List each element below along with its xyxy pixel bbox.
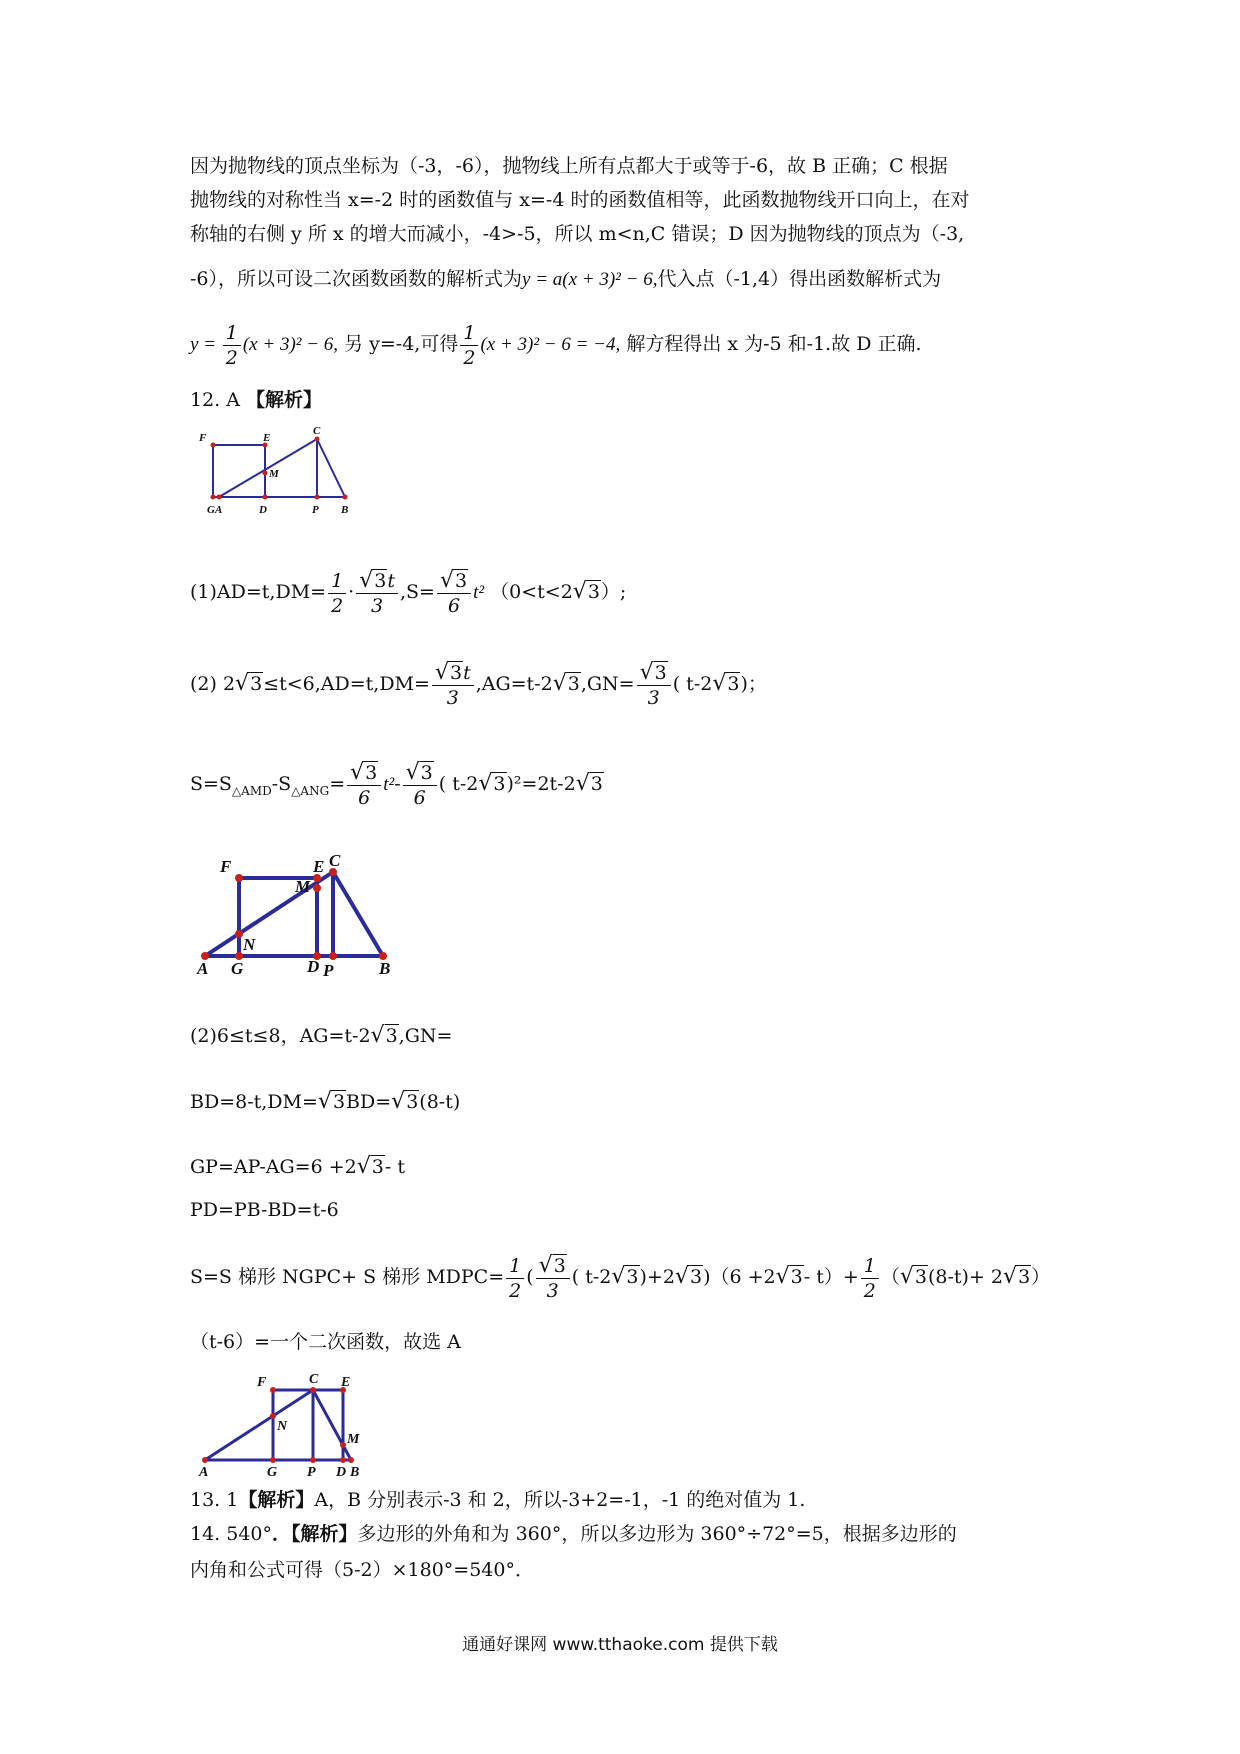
fig1-label-c: C (313, 425, 321, 437)
fig2-label-a: A (197, 959, 209, 978)
paragraph-line-1: 因为抛物线的顶点坐标为（-3，-6），抛物线上所有点都大于或等于-6，故 B 正确；C 根据 (190, 155, 948, 177)
pd-line: PD=PB-BD=t-6 (190, 1199, 339, 1221)
fig1-label-m: M (269, 468, 279, 480)
fig2-label-p: P (323, 961, 334, 978)
conclusion-line: （t-6）=一个二次函数，故选 A (190, 1331, 461, 1353)
page-footer: 通通好课网 www.tthaoke.com 提供下载 (462, 1635, 778, 1655)
fig3-label-c: C (309, 1372, 319, 1387)
fig3-label-e: E (341, 1375, 351, 1390)
figure-3 (195, 1370, 375, 1480)
question-14-line-2: 内角和公式可得（5-2）×180°=540°． (190, 1559, 534, 1581)
question-14-line-1: 14. 540°．【解析】多边形的外角和为 360°，所以多边形为 360°÷72°=5，根据多边形的 (190, 1523, 957, 1545)
gp-line: GP=AP-AG=6 +2√3- t (190, 1154, 405, 1179)
question-number: 12. A (190, 389, 240, 411)
parabola-equation: y = a(x + 3)² − 6, (522, 269, 658, 290)
fig3-label-m: M (347, 1432, 360, 1447)
fig1-label-b: B (341, 504, 349, 516)
fraction-half-2: $\frac{1}{2}$ (460, 321, 478, 370)
paragraph-line-2: 抛物线的对称性当 x=-2 时的函数值与 x=-4 时的函数值相等，此函数抛物线开口向上，在对 (190, 189, 970, 211)
eq-part-2: (x + 3)² − 6 = −4, (480, 334, 621, 355)
fig2-label-c: C (329, 851, 341, 870)
fig1-label-f: F (199, 432, 207, 444)
paragraph-line-3: 称轴的右侧 y 所 x 的增大而减小，-4>-5，所以 m<n,C 错误；D 因为抛物线的顶点为（-3, (190, 223, 965, 245)
fig2-label-n: N (243, 935, 256, 954)
eq-y: y = (190, 334, 221, 355)
fraction-half: $\frac{1}{2}$ (223, 321, 241, 370)
eq-text: 另 y=-4,可得 (344, 333, 459, 355)
fig3-label-b: B (350, 1465, 360, 1480)
eq-conclusion: 解方程得出 x 为-5 和-1.故 D 正确. (626, 333, 922, 355)
fig3-label-f: F (257, 1375, 267, 1390)
fig2-label-f: F (220, 857, 232, 876)
question-13: 13. 1【解析】A，B 分别表示-3 和 2，所以-3+2=-1，-1 的绝对值为 1. (190, 1489, 806, 1511)
fig1-label-e: E (263, 432, 271, 444)
fig1-label-d: D (259, 504, 267, 516)
fig3-label-p: P (307, 1465, 316, 1480)
paragraph-line-4-text-a: -6），所以可设二次函数函数的解析式为 (190, 268, 523, 290)
fig3-label-g: G (267, 1465, 278, 1480)
paragraph-line-5 (190, 316, 922, 373)
figure-2 (195, 848, 405, 978)
fig3-label-d: D (336, 1465, 347, 1480)
solution-part-2: (2) 2√3≤t<6,AD=t,DM= $\frac{√3t}{3}$ ,AG=t-2√3,GN= $\frac{√3}{3}$ ( t-2√3)； (190, 659, 767, 709)
paragraph-line-4 (190, 265, 941, 294)
fig2-label-g: G (231, 959, 244, 978)
fig1-label-p: P (312, 504, 319, 516)
fig2-label-m: M (295, 877, 311, 896)
fig2-label-b: B (379, 959, 391, 978)
area-formula-1: $S=S_{\triangle AMD}-S_{\triangle ANG}=$ $\frac{√3}{6}$ t²- $\frac{√3}{6}$ ( t-2√3)²=2t-2√3 (190, 759, 603, 809)
solution-part-1: (1)AD=t,DM= $\frac{1}{2}$ · $\frac{√3t}{3}$ ,S= $\frac{√3}{6}$ t² （0<t<2√3）; (190, 567, 627, 617)
bd-dm-line: BD=8-t,DM=√3BD=√3(8-t) (190, 1089, 461, 1114)
fig2-label-d: D (307, 957, 320, 976)
question-12-heading (190, 386, 322, 414)
fig1-label-ga: GA (207, 504, 223, 516)
fig3-label-n: N (277, 1419, 288, 1434)
figure-1 (195, 425, 365, 520)
fig2-label-e: E (313, 857, 325, 876)
paragraph-line-4-text-b: 代入点（-1,4）得出函数解析式为 (657, 268, 942, 290)
analysis-tag: 【解析】 (246, 389, 323, 411)
solution-part-3: (2)6≤t≤8，AG=t-2√3,GN= (190, 1023, 453, 1048)
trapezoid-area-formula: S=S 梯形 NGPC+ S 梯形 MDPC= $\frac{1}{2}$ ( $\frac{√3}{3}$ ( t-2√3)+2√3)（6 +2√3- t）+ $\frac{1}{2}$ （√3(8-t)+ 2√3） (190, 1252, 1051, 1302)
eq-part: (x + 3)² − 6, (242, 334, 339, 355)
fig3-label-a: A (199, 1465, 209, 1480)
